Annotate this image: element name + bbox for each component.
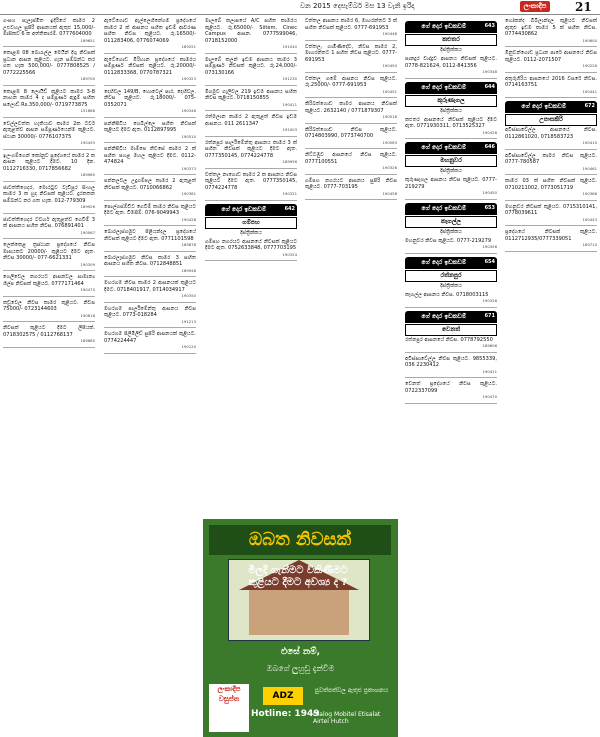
- ad-phone: 0112897995: [143, 127, 177, 133]
- ad-ref: 190470: [482, 394, 497, 399]
- classified-ad: [3, 185, 95, 214]
- ad-text: වත්තල, ගාමිණිදේව, නිවස කාමර 2, මාහරන්තට 1 සහිත නිවස කුළියට.: [305, 43, 397, 56]
- ad-phone: 0112861020, 0718583723: [505, 133, 574, 140]
- ad-phone: 2632140 / 0771879307: [323, 107, 384, 114]
- ad-phone: 075-0352071: [104, 95, 196, 108]
- ad-text: ජාවත්තිගෙදර ටවර්හ ඇතුළත්ව ගෙවීම් 3 ක් ආසනය සහිත නිවස.: [3, 216, 95, 229]
- section-title: ගේ දොර ඉඩකඩම් 644: [405, 82, 497, 94]
- ad-text: රත්මලාන කාමර 2 ඇතුළත් නිවස ඉඩම ආසනය.: [205, 114, 297, 127]
- telco-logos: Dialog Mobitel Etisalat Airtel Hutch: [313, 711, 381, 725]
- ad-ref: 190461: [582, 165, 597, 171]
- ad-phone: 0777-691953: [354, 24, 389, 31]
- classified-ad: [205, 57, 297, 86]
- classified-ad: [305, 44, 397, 73]
- ad-phone: 0771101598: [161, 235, 194, 242]
- classified-ad: [305, 18, 397, 41]
- ad-text: දෙහිවල 149/B, හොටෙල් පාර, දෙහිවල. නිවස කුළියට. රු.18000/-: [104, 88, 196, 101]
- ad-ref: 190309: [80, 261, 95, 267]
- ad-ref: 190326: [482, 298, 497, 303]
- ad-text: වත්තල නාගොඩ කාමර 2 ක ආසනය නිවස කුළියට දීමට ඇත.: [205, 171, 297, 184]
- ad-ref: 190518: [382, 114, 397, 119]
- classified-ad: [505, 204, 597, 227]
- classified-ad: [305, 76, 397, 99]
- ad-text: වෙල්ලවත්ත හැකියාව කාමර 2ක ටවර් ඇතුළත්ව ආසන සම්පූර්ණයෙන්ම කුළියට. ස්ථාන 30000/-: [3, 120, 95, 140]
- page-number: 21: [575, 0, 592, 14]
- ad-text: ගම්පහ නගරයට ආසනයේ නිවසක් කුළියට දීමට ඇත.: [205, 238, 297, 251]
- ad-text: නිවසක් කුළියට දීමට ලිපියක්.: [3, 325, 95, 331]
- brand-logo: ලංකාදීප වසුප්ත: [209, 684, 249, 732]
- column-6: [505, 18, 597, 255]
- ad-text: කොළඹ 08 බොරැල්ල මෙයින් දිගු නිවසක් ප්‍රධාන ආසන කුළියට. ගැන සම්බන්ධ කර ගත හැක 500,000/-: [3, 50, 95, 69]
- ad-ref: 190456: [482, 244, 497, 249]
- promo-headline: ඔබත නිවසක්: [209, 525, 391, 555]
- ad-ref: 190323: [181, 76, 196, 81]
- ad-phone: 077-6621331: [37, 255, 72, 261]
- ad-phone: 0710066862: [139, 184, 173, 191]
- ad-phone: 0778-821624, 0112-841356: [405, 62, 477, 69]
- ad-text: රත්නපුර පාර්ලිමේන්තු ආසනය කාමර 3 ක් සහිත නිවසක් කුළියට දීමට ඇත.: [205, 139, 297, 152]
- promo-advert: [203, 519, 398, 737]
- ad-text: ජාවත්තිගෙදර, මොරටුව වැඩිපුර සිංහල කාමර 3 ක හුද නිවසක් කුළියට. දුරකතන සම්බන්ධ කර ගත හැක.: [3, 184, 95, 204]
- ad-phone: 0112833368, 0770787321: [104, 69, 173, 76]
- classified-ad: [3, 18, 95, 47]
- ad-text: ඇටේගොඩ මිරිහාන ප්‍රදේශයේ කාමරය සම්පූර්ණ නිවසක් කුළියට. රු.20000/-: [104, 56, 196, 69]
- classified-ad: [405, 117, 497, 140]
- ad-text: මහරගම නිවස කාමර 2 ආසනයක් කුළියට දීමට.: [104, 280, 196, 293]
- ad-text: පොල්ගස්ඕවිට ගෙවීම් කාමර නිවස කුළියට දීමට ඇත. විමසීම්.: [104, 203, 196, 216]
- ad-ref: 190324: [282, 251, 297, 257]
- section-district-label: දිස්ත්‍රික්කය: [440, 107, 462, 114]
- section-district: උපාසකිරි: [505, 114, 597, 126]
- ad-ref: 190067: [80, 229, 95, 235]
- ad-ref: 189606: [482, 343, 497, 348]
- ad-ref: 190410: [582, 140, 597, 145]
- section-number: 644: [484, 83, 495, 90]
- wall-shape: [249, 590, 349, 635]
- section-title: ගේ දොර ඉඩකඩම් 653: [405, 203, 497, 215]
- classified-ad: [205, 172, 297, 201]
- ad-phone: 0777-780587: [505, 159, 540, 165]
- classified-ad: [3, 50, 95, 86]
- ad-phone: 0112716330, 0717856682: [3, 165, 72, 172]
- column-4: [305, 18, 397, 203]
- ad-text: හෝකන්ද බිබිලාන්දල කුළියට නිවසක් ඇතුළු ඉඩම කාමර 5 ක් සහිත නිවස.: [505, 18, 597, 31]
- ad-phone: 0777-691953: [332, 82, 367, 88]
- classified-ad: [3, 89, 95, 118]
- ad-text: කළුතර ආසනයේ නිවසක් කුළියට දීමට ඇත.: [405, 116, 497, 129]
- ad-phone: 0777604000: [59, 31, 92, 37]
- ad-text: මීනුවන්ගොඩ ප්‍රධාන පාරේ ආසනයේ නිවස කුළියට.: [505, 50, 597, 63]
- ad-text: පන්නිපිටිය මාම්පෙ නිවසේ කාමර 2 ක් සහිත පහළ මහල කුළියට දීමට.: [104, 146, 196, 159]
- ad-ref: 191230: [282, 76, 297, 81]
- classified-ad: [405, 337, 497, 353]
- ad-phone: 0774224447: [104, 337, 137, 344]
- ad-phone: 0777808525 / 0772225566: [3, 63, 95, 76]
- section-number: 653: [484, 204, 495, 211]
- ad-text: මාලබේ කලාපයේ A/C සහිත කාමරය කුළියට. රු.65000/- Siitem, Cinec Campus ආසන.: [205, 18, 297, 37]
- page-date: වන 2015 දෙසැම්බර් මස 13 වැනි ඉරිදා: [300, 2, 415, 10]
- ad-phone: 011283406, 0776074069: [104, 37, 169, 44]
- ad-phone: 0719773875: [55, 101, 88, 108]
- ad-phone: 0723144603: [24, 306, 57, 312]
- ad-ref: 190450: [382, 63, 397, 68]
- classified-ad: [205, 140, 297, 169]
- ad-phone: 0718302575 / 0112768137: [3, 331, 73, 338]
- ad-phone: 0778792550: [460, 336, 493, 343]
- classified-ad: [505, 153, 597, 176]
- ad-ref: 190618: [80, 312, 95, 318]
- classified-ad: [305, 127, 397, 150]
- section-number: 646: [484, 144, 495, 150]
- ad-text: වෙනත් ප්‍රදේශයේ නිවස කුළියට.: [405, 381, 497, 387]
- classified-ad: [505, 229, 597, 252]
- ad-text: කඩුවෙල නිවස කාමර කුළියට. නිවස 75000/-: [3, 299, 95, 312]
- ad-text: කෑගල්ල ආසනය නිවස.: [405, 291, 457, 298]
- ad-phone: 0777100551: [305, 158, 338, 165]
- section-district: කළුතර: [405, 34, 497, 46]
- classified-ad: [104, 331, 196, 354]
- ad-phone: 0714163751: [505, 82, 538, 88]
- ad-phone: 0710211002, 0773051719: [505, 184, 574, 191]
- section-number: 672: [584, 103, 595, 109]
- ad-phone: 0112712935/0777339051: [505, 235, 572, 242]
- ad-text: මීගමුව ගැලිවල 219 ඉඩම ආසනය සහිත නිවස කුළියට.: [205, 88, 297, 101]
- ad-phone: 0712848851: [149, 261, 183, 267]
- ad-ref: 190321: [282, 191, 297, 196]
- ad-phone: 0718150855: [236, 95, 270, 101]
- classified-ad: [405, 177, 497, 200]
- adz-logo: ADZ: [263, 687, 303, 705]
- ad-ref: 190493: [80, 140, 95, 145]
- ad-ref: 190346: [181, 108, 196, 113]
- section-district-label: දිස්ත්‍රික්කය: [440, 47, 462, 53]
- section-number: 643: [484, 23, 495, 29]
- ad-ref: 190563: [382, 139, 397, 145]
- ad-phone: 012-779309: [54, 197, 86, 204]
- classified-ad: [104, 121, 196, 144]
- ad-phone: 0777-703195: [323, 184, 358, 190]
- classified-ad: [3, 153, 95, 182]
- classified-ad: [305, 101, 397, 124]
- ad-ref: 190120: [181, 344, 196, 349]
- ad-ref: 190373: [181, 165, 196, 171]
- classified-ad: [405, 381, 497, 404]
- section-district: ගම්පහ: [205, 217, 297, 229]
- ad-phone: 0771930311, 0713525327: [416, 123, 485, 129]
- ad-ref: 190426: [482, 129, 497, 135]
- classified-ad: [104, 229, 196, 252]
- ad-phone: 076891401: [54, 223, 84, 229]
- ad-ref: 190428: [181, 216, 196, 222]
- ad-ref: 189710: [582, 242, 597, 247]
- ad-ref: 190226: [582, 63, 597, 68]
- ad-text: කොළඹ 8 ලොයිඩ් කුළියට කාමර 3-8 නාහන කාමර 4 ද සම්පූර්ණ ඇඳුම් සහිත සලොඩ් Rs.350,000/-: [3, 88, 95, 108]
- ad-phone: 0777350145, 0774224778: [205, 178, 297, 191]
- ad-text: කිරිබත්ගොඩ නිවස කුළියට.: [305, 126, 397, 133]
- ad-text: මාලබේ කලන් ඉඩම ආසනය කාමර 3 සම්පූර්ණ නිවසක් කුළියට. රු.24,000/-: [205, 56, 297, 69]
- section-title: ගේ දොර ඉඩකඩම් 671: [405, 311, 497, 323]
- ad-phone: 0777-691953: [305, 50, 397, 63]
- ad-ref: 191213: [181, 318, 196, 324]
- ad-ref: 190458: [382, 190, 397, 196]
- classified-ad: [305, 178, 397, 201]
- classified-ad: [405, 356, 497, 379]
- ad-phone: 0777599046, 0718152000: [205, 31, 297, 44]
- ad-ref: 189685: [80, 338, 95, 343]
- column-5: [405, 18, 497, 407]
- classified-ad: [104, 57, 196, 86]
- ad-phone: 0112-474824: [104, 152, 196, 165]
- ad-phone: 0112-2071507: [523, 56, 562, 63]
- ad-ref: 190386: [582, 191, 597, 196]
- ad-text: කිරිබත්ගොඩ කාමර ආසනය නිවසක් කුළියට.: [305, 101, 397, 114]
- ad-text: ප්‍රදේශයේ නිවසක් කුළියට.: [505, 229, 597, 235]
- ad-phone: 076-9049943: [144, 210, 180, 216]
- column-2: [104, 18, 196, 357]
- ad-phone: 0777350145, 0774224778: [205, 152, 274, 159]
- classified-ad: [505, 50, 597, 73]
- promo-line2: එසේ නම්,: [280, 647, 321, 657]
- classified-ad: [205, 114, 297, 137]
- ad-text: අතුරුගිරිය ආසනයේ 2016 වසරේ නිවස.: [505, 75, 597, 82]
- classified-ad: [104, 146, 196, 175]
- ad-ref: 151686: [80, 108, 95, 113]
- classified-ad: [3, 300, 95, 323]
- ad-text: ගම්පහ නගරයට ආසනය සුපිරි නිවස කුළියට.: [305, 177, 397, 190]
- section-number: 642: [284, 205, 295, 212]
- ad-ref: 189926: [80, 204, 95, 209]
- ad-text: වත්තල ගමේ ආසනය නිවස කුළියට. රු.25000/-: [305, 75, 397, 88]
- ad-ref: 190475: [80, 287, 95, 292]
- ad-phone: 011 2611347: [224, 120, 259, 127]
- section-number: 671: [484, 312, 495, 319]
- ad-text: මහනුවර නිවස කුළියට.: [405, 237, 457, 244]
- section-district: මහනුවර: [405, 155, 497, 167]
- classified-ad: [3, 242, 95, 271]
- section-title: ගේ දොර ඉඩකඩම් 654: [405, 257, 497, 269]
- ad-phone: 0722337099: [405, 387, 438, 394]
- ad-text: බොරලැස්ගමුව පිළියන්දල ප්‍රදේශයේ නිවසක් කුළියට දීමට ඇත.: [104, 229, 196, 242]
- section-number: 654: [484, 258, 495, 265]
- ad-text: මහරගම පිලිමිලිඩ් සුපිරි ආසනයක් කුළියට.: [104, 331, 196, 337]
- ad-text: පානදුර වාද්දුව ආසනය නිවසක් කුළියට.: [405, 56, 497, 62]
- ad-text: වත්තල ආසනය කාමර 6, මාහරන්තට 3 ක් සහිත නිවසක් කුළියට.: [305, 18, 397, 31]
- publisher-text: පුවත්පත්වල ඇතුළු ප්‍රකාශනය: [314, 687, 389, 694]
- section-title: ගේ දොර ඉඩකඩම් 643: [405, 21, 497, 33]
- section-district: වෙනත්: [405, 324, 497, 336]
- ad-text: රත්නපුර ආසනයේ නිවස.: [405, 336, 461, 343]
- ad-ref: 190381: [181, 191, 196, 196]
- ad-text: ලෙක්කෙළ ත්‍රස්ථාන ප්‍රදේශයේ නිවස මාසයකට 20000/- කුළියට දීමට ඇත. නිවස 30000/-: [3, 242, 95, 261]
- classified-ad: [3, 325, 95, 348]
- column-1: [3, 18, 95, 351]
- ad-phone: 0718003115: [456, 291, 489, 298]
- classified-ad: [405, 238, 497, 254]
- section-district: කුරුණෑගල: [405, 95, 497, 107]
- ad-text: නිට්ටඹුව ආසනයේ නිවස කුළියට.: [305, 152, 397, 158]
- classified-ad: [505, 18, 597, 47]
- ad-ref: 189651: [80, 37, 95, 43]
- ad-phone: 0718401917, 0714034917: [116, 286, 185, 293]
- ad-text: ඉලංගම්ගෙන් කෝනුව ප්‍රදේශයේ කාමර 2 ක ආසන කුළියට දීමට. 10 දින.: [3, 152, 95, 165]
- ad-ref: 190450: [482, 190, 497, 195]
- ad-ref: 191003: [282, 127, 297, 132]
- ad-ref: 190451: [382, 88, 397, 94]
- ad-phone: 0773-018284: [122, 312, 157, 318]
- ad-ref: 190350: [181, 293, 196, 298]
- masthead-logo: ලංකාදීප: [520, 1, 550, 12]
- ad-ref: 189878: [181, 242, 196, 247]
- section-district: රත්නපුර: [405, 270, 497, 282]
- classified-ad: [104, 89, 196, 118]
- ad-text: බොරලැස්ගමුව නිවස කාමර 3 සහිත ආසනය සහිත නිවස.: [104, 254, 196, 267]
- column-3: [205, 18, 297, 264]
- classified-ad: [505, 178, 597, 201]
- ad-text: මහරගම පාර්ලිමේන්තු ආසනය නිවස කුළියට.: [104, 305, 196, 318]
- section-district-label: දිස්ත්‍රික්කය: [440, 168, 462, 174]
- section-title: ගේ දොර ඉඩකඩම් 672: [505, 101, 597, 113]
- ad-text: පන්නිපිටිය ගෙබිල්ලෙ සහිත නිවසක් කුළියට දීමට ඇත.: [104, 120, 196, 133]
- ad-ref: 190446: [382, 31, 397, 36]
- classified-ad: [205, 18, 297, 54]
- ad-phone: 073130166: [205, 69, 235, 76]
- classified-ad: [505, 76, 597, 99]
- ad-phone: 0777-219279: [456, 237, 492, 244]
- ad-text: කාමර 03 ක් සහිත නිවසක් කුළියට.: [505, 178, 597, 184]
- promo-question: මිලදී ගැනීමට විකිණීමට කුළියට දීමට අවශ්‍ය ද ?: [248, 565, 348, 588]
- ad-phone: 9855339, 036 2230412: [405, 355, 497, 368]
- ad-phone: 0777-219279: [405, 177, 497, 190]
- ad-text: අවිස්සාවේල්ල කාමර නිවස කුළියට.: [505, 152, 597, 159]
- ad-ref: 190411: [482, 368, 497, 374]
- ad-ref: 190411: [282, 101, 297, 107]
- ad-text: ගංපහ පැලැස්මිත ඉදිරියේ කාමර 2 උළුවහල සුපිරි ආසනයක් ඇතුළු 15,000/- මාසිකව 6 ක අත්තිකාරම්.: [3, 18, 95, 37]
- page-header: [0, 0, 600, 15]
- classified-ad: [3, 217, 95, 240]
- section-district-label: දිස්ත්‍රික්කය: [440, 228, 462, 235]
- ad-ref: 189956: [282, 159, 297, 164]
- classified-ad: [3, 121, 95, 150]
- classified-ad: [104, 306, 196, 329]
- ad-text: කුරුණෑගල ආසනය නිවස කුළියට.: [405, 177, 483, 183]
- classified-ad: [104, 178, 196, 201]
- ad-phone: 0777171464: [51, 280, 84, 287]
- ad-text: මහනුවර නිවසක් කුළියට.: [505, 203, 563, 210]
- ad-phone: 0714803990, 0773740700: [305, 133, 374, 139]
- classified-ad: [205, 89, 297, 112]
- ad-ref: 189251: [181, 44, 196, 49]
- ad-phone: 0715310141, 0778039611: [505, 203, 597, 216]
- ad-text: අවිස්සාවේල්ල ආසනයේ නිවස.: [505, 127, 597, 133]
- ad-text: අවිස්සාවේල්ල නිවස කුළියට.: [405, 355, 473, 362]
- ad-ref: 190348: [482, 69, 497, 74]
- classified-ad: [205, 239, 297, 262]
- ad-phone: 0776107375: [38, 133, 72, 140]
- section-district-label: දිස්ත්‍රික්කය: [240, 229, 262, 236]
- ad-text: ඇටේගොඩ ඇල්ලෙහිනේගම ප්‍රදේශයේ කාමර 2 ක් ආසනය සහිත ඉඩම් ආවරණ සහිත නිවස කුළියට. රු.16500/-: [104, 18, 196, 37]
- classified-ad: [104, 204, 196, 227]
- classified-ad: [104, 18, 196, 54]
- promo-line3: ඔබගේ ලුහුඩු දැන්වීම: [266, 664, 335, 673]
- hotline-text: Hotline: 1949: [251, 709, 320, 719]
- classified-ad: [3, 274, 95, 297]
- ad-ref: 190600: [582, 37, 597, 43]
- classified-ad: [104, 280, 196, 303]
- ad-ref: 189700: [80, 76, 95, 81]
- classified-ad: [405, 56, 497, 79]
- ad-ref: 189960: [80, 172, 95, 177]
- ad-ref: 191040: [282, 44, 297, 49]
- ad-ref: 190326: [382, 165, 397, 170]
- ad-text: පන්නලවල උදුගම්පල කාමර 2 ඇතුළත් නිවසක් කුළියට.: [104, 178, 196, 191]
- ad-ref: 190510: [181, 133, 196, 139]
- section-title: ගේ දොර ඉඩකඩම් 642: [205, 204, 297, 216]
- ad-text: ගෙලිවෙල නගරයට ආසනවල සාමාන්‍ය ශිල්ප නිවසක් කුළියට.: [3, 274, 95, 287]
- classified-ad: [305, 152, 397, 175]
- classified-ad: [505, 127, 597, 150]
- classified-ad: [104, 255, 196, 278]
- ad-ref: 190443: [582, 216, 597, 222]
- section-district-label: දිස්ත්‍රික්කය: [440, 282, 462, 289]
- section-district: කෑගල්ල: [405, 216, 497, 228]
- classified-ad: [405, 292, 497, 308]
- ad-phone: 0752633848, 0777703195: [228, 245, 297, 251]
- ad-phone: 0774430862: [505, 31, 538, 37]
- ad-ref: 190441: [582, 88, 597, 94]
- section-title: ගේ දොර ඉඩකඩම් 646: [405, 142, 497, 154]
- ad-ref: 189948: [181, 267, 196, 273]
